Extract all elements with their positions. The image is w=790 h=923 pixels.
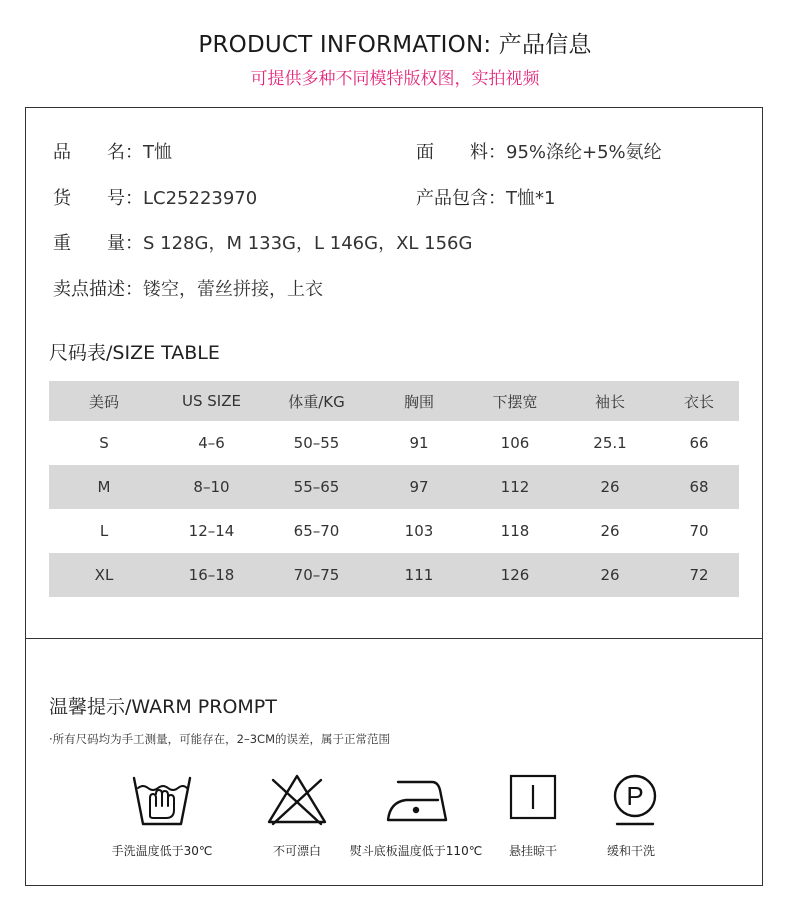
table-cell: 112 (500, 478, 530, 496)
fabric-label: 面 料： (416, 142, 506, 163)
svg-text:P: P (626, 781, 644, 811)
table-cell: 97 (409, 478, 429, 496)
info-contents (416, 184, 555, 210)
header-cell: 下摆宽 (492, 392, 538, 411)
weight-value: S 128G，M 133G，L 146G，XL 156G (143, 233, 473, 254)
table-cell: 26 (600, 522, 620, 540)
fabric-value: 95%涤纶+5%氨纶 (506, 142, 662, 163)
care-label-iron: 熨斗底板温度低于110℃ (349, 844, 483, 858)
table-cell: 4–6 (198, 434, 225, 452)
table-cell: 12–14 (188, 522, 235, 540)
header-cell: 体重/KG (288, 392, 345, 411)
header-cell: 衣长 (683, 392, 714, 411)
warm-prompt-title: 温馨提示/WARM PROMPT (49, 696, 277, 718)
table-cell: 8–10 (193, 478, 230, 496)
info-fabric (416, 138, 662, 164)
header-cell: 袖长 (594, 392, 625, 411)
hand-wash-icon (127, 772, 197, 830)
table-cell: 70–75 (293, 566, 340, 584)
page-title: PRODUCT INFORMATION: 产品信息 (198, 32, 592, 58)
table-cell: 25.1 (593, 434, 627, 452)
table-cell: M (97, 478, 111, 496)
sku-label: 货 号： (53, 188, 143, 209)
table-cell: 68 (689, 478, 709, 496)
info-sku (53, 184, 257, 210)
dry-clean-p-icon (605, 772, 665, 828)
section-divider (25, 638, 763, 639)
table-cell: 91 (409, 434, 429, 452)
care-label-dry-clean: 缓和干洗 (606, 844, 655, 858)
do-not-bleach-icon (262, 772, 332, 828)
table-cell: 65–70 (293, 522, 340, 540)
table-cell: 70 (689, 522, 709, 540)
table-row (49, 421, 739, 465)
table-cell: 16–18 (188, 566, 235, 584)
sku-value: LC25223970 (143, 188, 258, 209)
info-weight (53, 229, 472, 255)
header-cell: 胸围 (403, 392, 434, 411)
table-cell: 126 (500, 566, 530, 584)
table-cell: 50–55 (293, 434, 340, 452)
table-cell: 103 (404, 522, 434, 540)
table-row (49, 465, 739, 509)
header-cell: US SIZE (182, 392, 241, 410)
care-label-line-dry: 悬挂晾干 (508, 844, 557, 858)
line-dry-icon (503, 772, 563, 822)
table-cell: 118 (500, 522, 530, 540)
care-label-no-bleach: 不可漂白 (272, 844, 321, 858)
selling-value: 镂空，蕾丝拼接，上衣 (143, 279, 323, 300)
care-label-hand-wash: 手洗温度低于30℃ (111, 844, 213, 858)
contents-label: 产品包含： (416, 188, 506, 209)
weight-label: 重 量： (53, 233, 143, 254)
table-cell: 66 (689, 434, 709, 452)
header-cell: 美码 (88, 392, 119, 411)
info-name (53, 138, 172, 164)
name-value: T恤 (143, 142, 172, 163)
size-table-title: 尺码表/SIZE TABLE (49, 342, 220, 364)
table-cell: 55–65 (293, 478, 340, 496)
page-subtitle: 可提供多种不同模特版权图，实拍视频 (250, 69, 540, 89)
name-label: 品 名： (53, 142, 143, 163)
table-row (49, 509, 739, 553)
table-cell: 106 (500, 434, 530, 452)
selling-label: 卖点描述： (53, 279, 143, 300)
table-cell: 111 (404, 566, 434, 584)
iron-low-icon (381, 772, 451, 828)
table-row (49, 553, 739, 597)
size-table (49, 381, 739, 597)
table-cell: XL (94, 566, 114, 584)
table-cell: 72 (689, 566, 709, 584)
info-selling (53, 275, 323, 301)
table-cell: 26 (600, 478, 620, 496)
table-cell: S (99, 434, 109, 452)
measurement-note: ·所有尺码均为手工测量，可能存在，2–3CM的误差，属于正常范围 (49, 732, 390, 746)
table-cell: L (99, 522, 109, 540)
table-cell: 26 (600, 566, 620, 584)
contents-value: T恤*1 (506, 188, 556, 209)
size-table-header (49, 381, 739, 421)
